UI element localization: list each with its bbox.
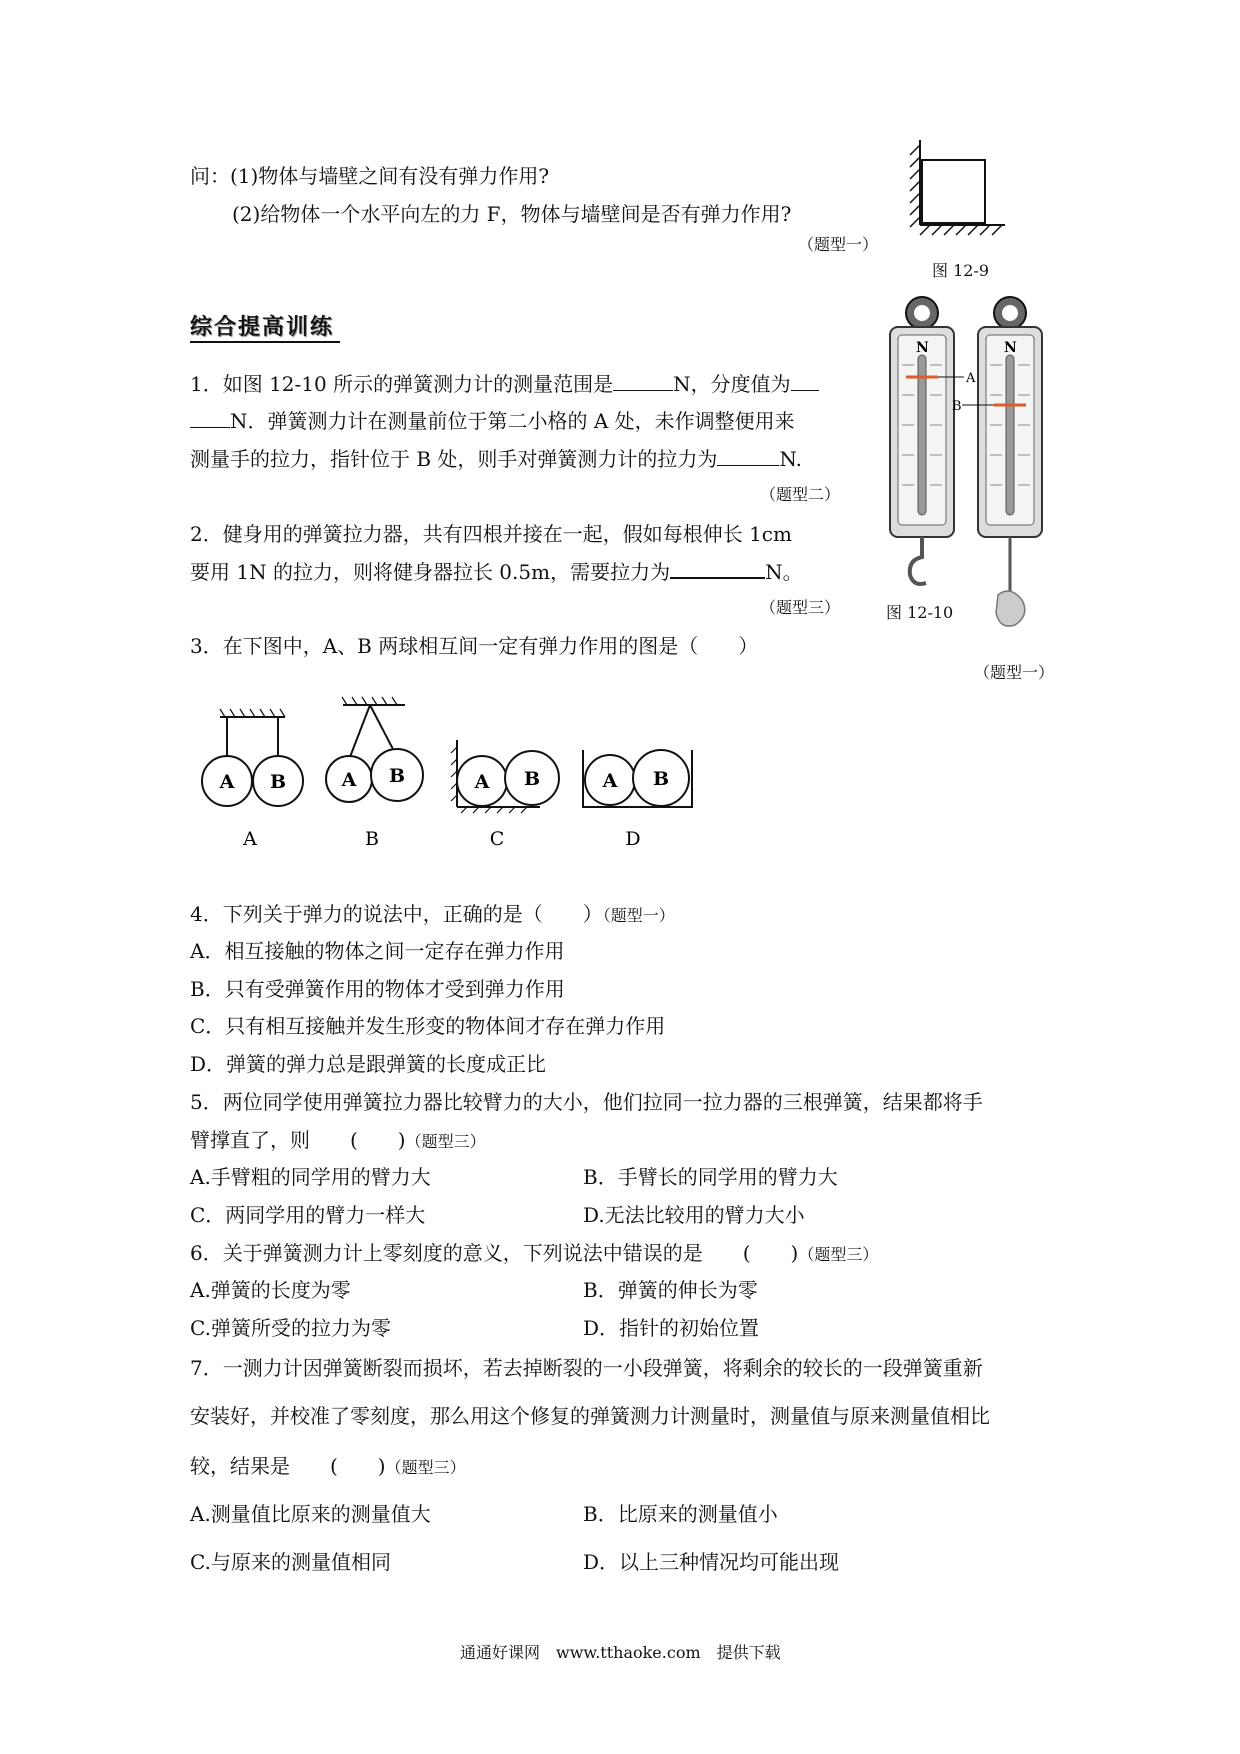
section-title-underline bbox=[190, 341, 340, 343]
q3-b-ball-b: B bbox=[388, 765, 406, 787]
q5-option-c[interactable]: C．两同学用的臂力一样大 bbox=[190, 1203, 426, 1227]
q4-option-b[interactable]: B．只有受弹簧作用的物体才受到弹力作用 bbox=[190, 977, 565, 1001]
q3-diagram-c bbox=[451, 740, 559, 813]
q7-line3-row bbox=[190, 1450, 466, 1479]
q3-d-ball-a: A bbox=[602, 770, 618, 792]
q7-type-tag: （题型三） bbox=[385, 1458, 466, 1477]
figure-12-10 bbox=[880, 295, 1060, 635]
intro-type-tag: （题型一） bbox=[798, 235, 879, 254]
q2-text-b: N。 bbox=[765, 560, 803, 584]
q3-figure bbox=[195, 695, 715, 855]
q3-diagram-b bbox=[326, 697, 423, 802]
q1-text-c: N．弹簧测力计在测量前位于第二小格的 A 处，未作调整便用来 bbox=[230, 409, 795, 433]
q3-type-tag: （题型一） bbox=[974, 663, 1055, 682]
q3-option-a-label: A bbox=[243, 828, 257, 850]
q2-blank-force[interactable] bbox=[670, 576, 765, 579]
q1-blank-range[interactable] bbox=[613, 389, 673, 391]
section-title: 综合提高训练 bbox=[190, 315, 335, 340]
page-footer: 通通好课网 www.tthaoke.com 提供下载 bbox=[460, 1643, 781, 1662]
q7-line3: 较，结果是 ( ) bbox=[190, 1454, 386, 1478]
q1-text-a: 1．如图 12-10 所示的弹簧测力计的测量范围是 bbox=[190, 372, 614, 396]
q5-option-a[interactable]: A.手臂粗的同学用的臂力大 bbox=[190, 1165, 431, 1189]
q1-blank-division-a[interactable] bbox=[791, 389, 819, 391]
q6-option-c[interactable]: C.弹簧所受的拉力为零 bbox=[190, 1316, 391, 1340]
q3-c-ball-a: A bbox=[474, 771, 490, 793]
q7-option-c[interactable]: C.与原来的测量值相同 bbox=[190, 1550, 391, 1574]
q2-type-tag: （题型三） bbox=[760, 598, 841, 617]
q3-a-ball-a: A bbox=[219, 771, 235, 793]
q7-option-a[interactable]: A.测量值比原来的测量值大 bbox=[190, 1502, 431, 1526]
q1-blank-division-b[interactable] bbox=[190, 426, 230, 428]
q4-option-a[interactable]: A．相互接触的物体之间一定存在弹力作用 bbox=[190, 939, 565, 963]
q3-d-ball-b: B bbox=[652, 768, 670, 790]
q3-b-ball-a: A bbox=[341, 769, 357, 791]
q4-type-tag: （题型一） bbox=[602, 906, 675, 925]
q2-text-a: 要用 1N 的拉力，则将健身器拉长 0.5m，需要拉力为 bbox=[190, 560, 671, 584]
q4-text: 4．下列关于弹力的说法中，正确的是（ ） bbox=[190, 902, 603, 926]
q3-option-d-label: D bbox=[625, 828, 641, 850]
q7-line1: 7．一测力计因弹簧断裂而损坏，若去掉断裂的一小段弹簧，将剩余的较长的一段弹簧重新 bbox=[190, 1356, 983, 1380]
q5-line1: 5．两位同学使用弹簧拉力器比较臂力的大小，他们拉同一拉力器的三根弹簧，结果都将手 bbox=[190, 1090, 983, 1114]
q1-line1 bbox=[190, 368, 819, 397]
label-a: A bbox=[966, 371, 976, 386]
q5-line2-row bbox=[190, 1124, 486, 1153]
q3-option-b-label: B bbox=[365, 828, 379, 850]
q6-text-row bbox=[190, 1237, 878, 1266]
q1-line3 bbox=[190, 443, 802, 472]
q7-option-b[interactable]: B．比原来的测量值小 bbox=[583, 1502, 778, 1526]
q6-type-tag: （题型三） bbox=[798, 1245, 879, 1264]
figure-12-10-caption: 图 12-10 bbox=[886, 603, 954, 622]
figure-12-9-caption: 图 12-9 bbox=[932, 261, 990, 280]
q5-line2: 臂撑直了，则 ( ) bbox=[190, 1128, 406, 1152]
label-b: B bbox=[952, 399, 962, 414]
q1-blank-force[interactable] bbox=[717, 464, 779, 466]
q3-text: 3．在下图中，A、B 两球相互间一定有弹力作用的图是（ ） bbox=[190, 634, 759, 658]
q1-line2 bbox=[190, 405, 795, 434]
q4-option-d[interactable]: D．弹簧的弹力总是跟弹簧的长度成正比 bbox=[190, 1052, 547, 1076]
q3-a-ball-b: B bbox=[269, 771, 287, 793]
q2-line2 bbox=[190, 556, 803, 585]
q6-option-d[interactable]: D．指针的初始位置 bbox=[583, 1316, 760, 1340]
q3-c-ball-b: B bbox=[523, 768, 541, 790]
q5-type-tag: （题型三） bbox=[405, 1132, 486, 1151]
q5-option-b[interactable]: B．手臂长的同学用的臂力大 bbox=[583, 1165, 838, 1189]
q6-text: 6．关于弹簧测力计上零刻度的意义，下列说法中错误的是 ( ) bbox=[190, 1241, 799, 1265]
q3-diagram-d bbox=[583, 750, 692, 807]
q6-option-a[interactable]: A.弹簧的长度为零 bbox=[190, 1278, 351, 1302]
intro-question-2: (2)给物体一个水平向左的力 F，物体与墙壁间是否有弹力作用? bbox=[232, 202, 792, 226]
intro-question-1: 问：(1)物体与墙壁之间有没有弹力作用? bbox=[190, 164, 550, 188]
figure-12-9 bbox=[900, 135, 1010, 245]
q1-text-e: N. bbox=[779, 447, 802, 471]
q1-type-tag: （题型二） bbox=[760, 485, 841, 504]
q1-text-d: 测量手的拉力，指针位于 B 处，则手对弹簧测力计的拉力为 bbox=[190, 447, 718, 471]
q6-option-b[interactable]: B．弹簧的伸长为零 bbox=[583, 1278, 758, 1302]
q2-line1: 2．健身用的弹簧拉力器，共有四根并接在一起，假如每根伸长 1cm bbox=[190, 522, 792, 546]
q4-option-c[interactable]: C．只有相互接触并发生形变的物体间才存在弹力作用 bbox=[190, 1014, 666, 1038]
scale-left-unit: N bbox=[916, 340, 929, 356]
q4-text-row bbox=[190, 898, 675, 927]
q1-text-b: N，分度值为 bbox=[673, 372, 791, 396]
q7-line2: 安装好，并校准了零刻度，那么用这个修复的弹簧测力计测量时，测量值与原来测量值相比 bbox=[190, 1404, 990, 1428]
scale-right-unit: N bbox=[1004, 340, 1017, 356]
q7-option-d[interactable]: D．以上三种情况均可能出现 bbox=[583, 1550, 840, 1574]
q3-option-c-label: C bbox=[489, 828, 505, 850]
q5-option-d[interactable]: D.无法比较用的臂力大小 bbox=[583, 1203, 805, 1227]
q3-diagram-a bbox=[202, 709, 303, 806]
